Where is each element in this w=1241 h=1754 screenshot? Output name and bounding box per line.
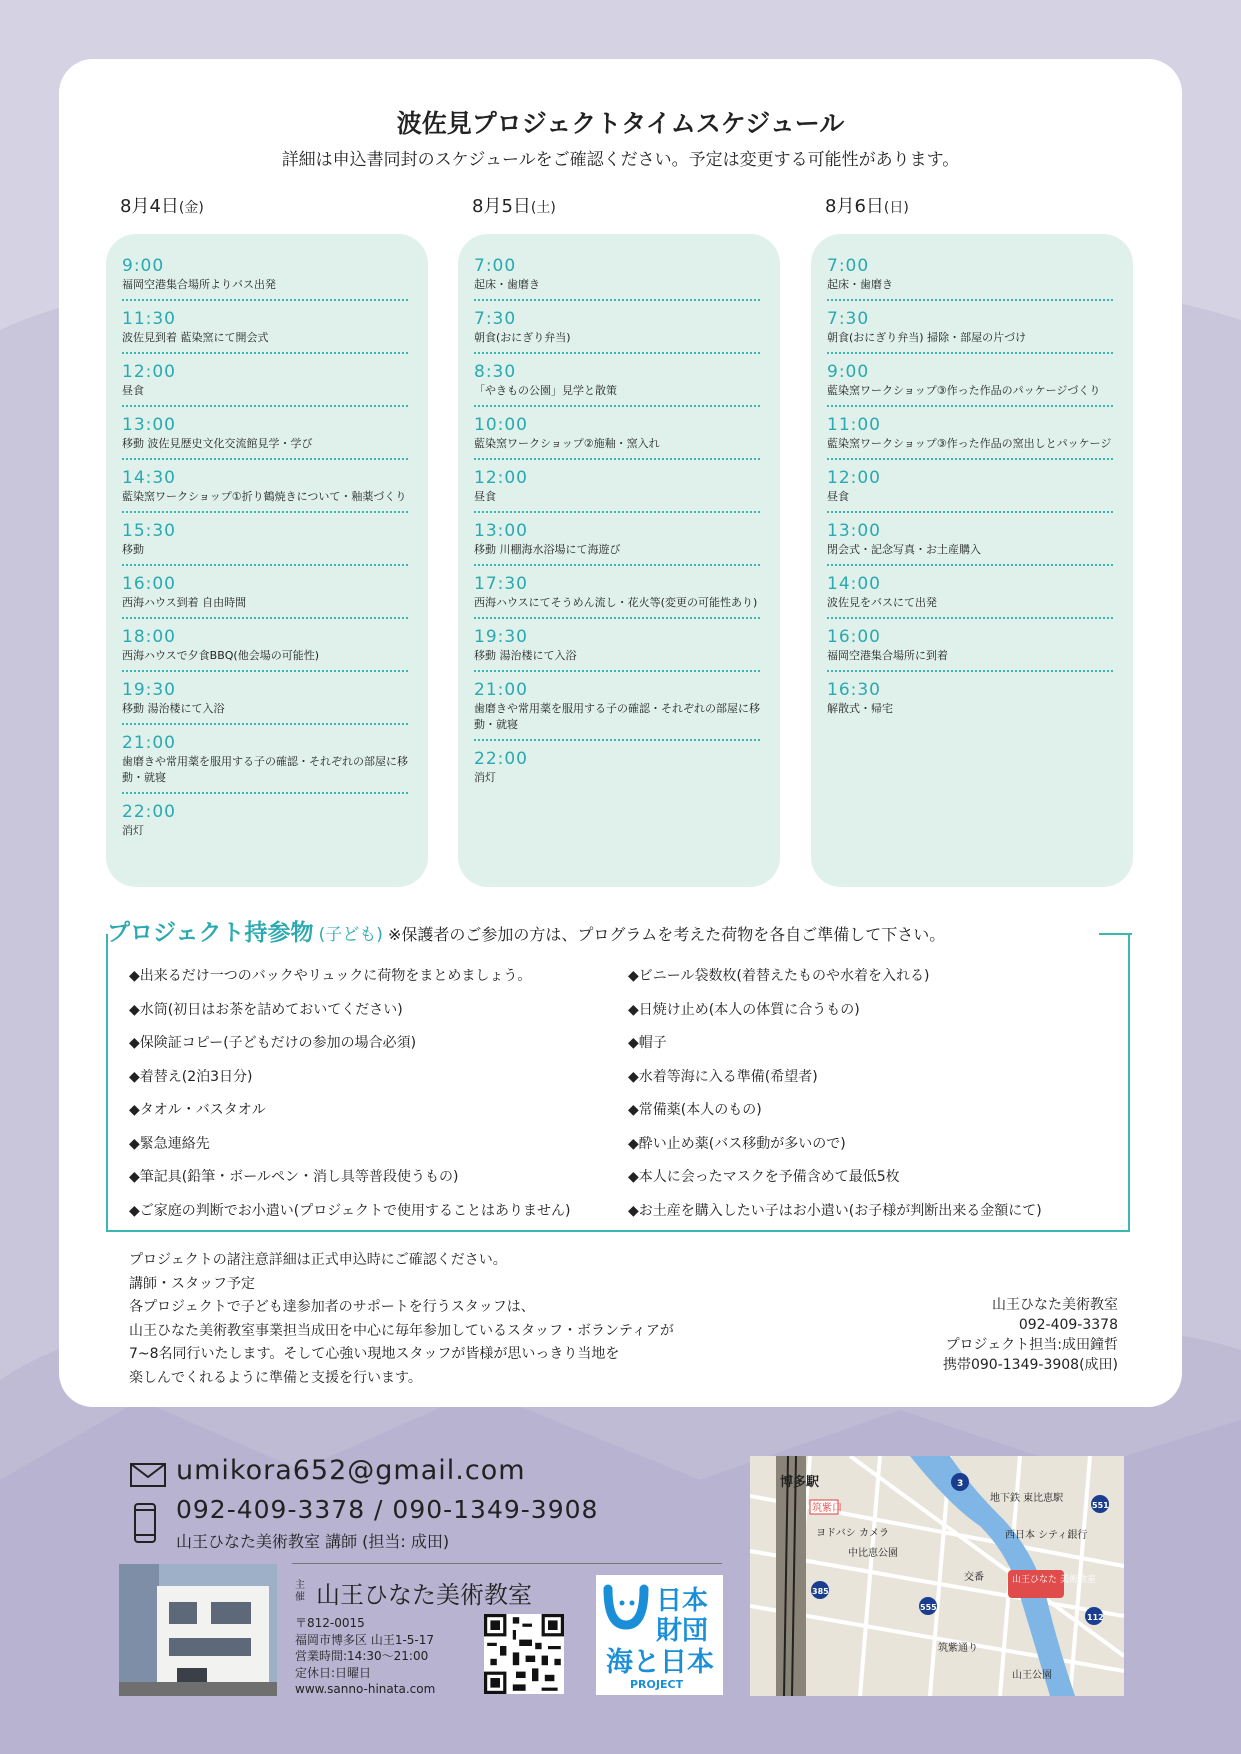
slot-activity: 移動	[122, 543, 144, 556]
sponsor-label: 主催	[295, 1580, 305, 1603]
map-route-3: 3	[957, 1479, 964, 1489]
slot-time: 16:00	[122, 574, 176, 594]
slot-activity: 波佐見をバスにて出発	[827, 596, 937, 609]
day-column-1	[106, 234, 428, 887]
email-address[interactable]: umikora652@gmail.com	[176, 1455, 526, 1486]
day-label-3: 8月6日(日)	[825, 196, 909, 217]
schedule-slot	[827, 360, 1113, 407]
map-label-school: 山王ひなた 美術教室	[1012, 1575, 1096, 1585]
list-line: ◆常備薬(本人のもの)	[628, 1102, 762, 1118]
umi-to-nippon-logo	[596, 1575, 723, 1695]
map-label-subway: 地下鉄 東比恵駅	[990, 1493, 1064, 1504]
list-line: ◆酔い止め薬(バス移動が多いので)	[628, 1135, 846, 1152]
slot-activity: 西海ハウスにてそうめん流し・花火等(変更の可能性あり)	[474, 596, 758, 609]
items-box	[106, 934, 1130, 1232]
map-label-station: 博多駅	[780, 1475, 820, 1490]
organizer-divider	[292, 1563, 722, 1564]
slot-activity: 福岡空港集合場所よりバス出発	[122, 278, 276, 291]
slot-time: 12:00	[827, 468, 881, 488]
list-line: 定休日:日曜日	[295, 1665, 372, 1680]
slot-activity: 昼食	[474, 490, 496, 503]
schedule-slot	[827, 625, 1113, 672]
slot-time: 22:00	[122, 802, 176, 822]
slot-activity: 朝食(おにぎり弁当)	[474, 331, 571, 344]
schedule-slot	[122, 413, 408, 460]
slot-activity: 藍染窯ワークショップ③作った作品のパッケージづくり	[827, 384, 1101, 397]
items-kids-label: (子ども)	[318, 925, 383, 945]
slot-activity: 藍染窯ワークショップ③作った作品の窯出しとパッケージ	[827, 437, 1112, 450]
schedule-card	[59, 59, 1182, 1407]
list-line: ◆水着等海に入る準備(希望者)	[628, 1068, 818, 1085]
map-label-yodobashi: ヨドバシ カメラ	[816, 1528, 889, 1539]
qr-code[interactable]	[484, 1614, 564, 1694]
schedule-slot	[474, 519, 760, 566]
day-column-2	[458, 234, 780, 887]
slot-activity: 移動 川棚海水浴場にて海遊び	[474, 543, 621, 556]
slot-time: 16:30	[827, 680, 881, 700]
slot-time: 19:30	[474, 627, 528, 647]
map-label-tsukushi: 筑紫通り	[938, 1643, 978, 1654]
notes-block	[129, 1249, 674, 1390]
slot-activity: 朝食(おにぎり弁当) 掃除・部屋の片づけ	[827, 331, 1027, 344]
slot-time: 7:00	[474, 256, 517, 276]
phone-icon	[133, 1503, 157, 1543]
list-line: ◆帽子	[628, 1035, 667, 1051]
schedule-slot	[827, 307, 1113, 354]
access-map[interactable]	[750, 1456, 1124, 1696]
map-label-park1: 中比恵公園	[848, 1548, 898, 1559]
map-label-exit: 筑紫口	[812, 1503, 842, 1514]
slot-activity: 移動 波佐見歴史文化交流館見学・学び	[122, 437, 313, 450]
slot-time: 7:00	[827, 256, 870, 276]
slot-activity: 昼食	[122, 384, 144, 397]
mail-icon	[130, 1463, 166, 1487]
slot-activity: 福岡空港集合場所に到着	[827, 649, 948, 662]
slot-activity: 移動 湯治楼にて入浴	[474, 649, 577, 662]
slot-activity: 昼食	[827, 490, 849, 503]
day-label-2: 8月5日(土)	[472, 196, 556, 217]
schedule-title: 波佐見プロジェクトタイムスケジュール	[396, 109, 845, 138]
schedule-slot	[474, 747, 760, 792]
slot-activity: 歯磨きや常用薬を服用する子の確認・それぞれの部屋に移動・就寝	[474, 702, 760, 731]
slot-time: 19:30	[122, 680, 176, 700]
list-line: 講師・スタッフ予定	[129, 1275, 255, 1292]
slot-time: 11:30	[122, 309, 176, 329]
list-line: www.sanno-hinata.com	[295, 1682, 436, 1696]
organizer-name: 山王ひなた美術教室	[316, 1581, 532, 1609]
slot-activity: 藍染窯ワークショップ①折り鶴焼きについて・釉薬づくり	[122, 490, 407, 503]
schedule-slot	[827, 572, 1113, 619]
map-label-koban: 交番	[964, 1572, 984, 1583]
slot-time: 14:30	[122, 468, 176, 488]
list-line: ◆ご家庭の判断でお小遣い(プロジェクトで使用することはありません)	[129, 1202, 571, 1219]
schedule-slot	[122, 678, 408, 725]
list-line: ◆筆記具(鉛筆・ボールペン・消し具等普段使うもの)	[129, 1169, 459, 1185]
list-line: ◆緊急連絡先	[129, 1135, 210, 1152]
slot-time: 21:00	[474, 680, 528, 700]
schedule-slot	[122, 800, 408, 845]
list-line: ◆着替え(2泊3日分)	[129, 1068, 253, 1085]
organizer-address	[295, 1615, 435, 1698]
list-line: ◆お土産を購入したい子はお小遣い(お子様が判断出来る金額にて)	[628, 1202, 1042, 1219]
slot-activity: 起床・歯磨き	[474, 278, 540, 291]
map-label-bank: 西日本 シティ銀行	[1005, 1530, 1088, 1541]
list-line: 〒812-0015	[295, 1616, 365, 1630]
slot-activity: 「やきもの公園」見学と散策	[474, 384, 617, 397]
list-line: 携帯090-1349-3908(成田)	[942, 1357, 1118, 1373]
slot-activity: 消灯	[474, 771, 496, 784]
list-line: ◆タオル・バスタオル	[129, 1102, 266, 1118]
slot-time: 10:00	[474, 415, 528, 435]
list-line: ◆水筒(初日はお茶を詰めておいてください)	[129, 1001, 403, 1018]
list-line: ◆出来るだけ一つのバックやリュックに荷物をまとめましょう。	[129, 968, 532, 984]
schedule-slot	[122, 572, 408, 619]
list-line: プロジェクトの諸注意詳細は正式申込時にご確認ください。	[129, 1252, 507, 1268]
schedule-slot	[122, 625, 408, 672]
map-route-551: 551	[1092, 1501, 1109, 1510]
list-line: ◆保険証コピー(子どもだけの参加の場合必須)	[129, 1035, 417, 1051]
schedule-slot	[122, 254, 408, 301]
schedule-slot	[827, 413, 1113, 460]
schedule-slot	[122, 519, 408, 566]
contact-block	[943, 1295, 1118, 1375]
schedule-slot	[474, 466, 760, 513]
schedule-slot	[122, 731, 408, 794]
slot-activity: 消灯	[122, 824, 144, 837]
schedule-slot	[122, 466, 408, 513]
schedule-slot	[474, 572, 760, 619]
slot-time: 7:30	[474, 309, 517, 329]
slot-activity: 移動 湯治楼にて入浴	[122, 702, 225, 715]
schedule-slot	[474, 625, 760, 672]
slot-time: 14:00	[827, 574, 881, 594]
slot-time: 9:00	[122, 256, 165, 276]
schedule-slot	[827, 466, 1113, 513]
map-route-385: 385	[812, 1587, 829, 1596]
slot-time: 13:00	[474, 521, 528, 541]
slot-time: 22:00	[474, 749, 528, 769]
schedule-slot	[474, 360, 760, 407]
slot-time: 12:00	[122, 362, 176, 382]
list-line: 楽しんでくれるように準備と支援を行います。	[129, 1369, 422, 1386]
slot-activity: 起床・歯磨き	[827, 278, 893, 291]
logo-text-1: 日本	[656, 1586, 709, 1616]
slot-activity: 藍染窯ワークショップ②施釉・窯入れ	[474, 437, 660, 450]
list-line: 営業時間:14:30〜21:00	[295, 1649, 429, 1663]
schedule-slot	[827, 254, 1113, 301]
slot-activity: 解散式・帰宅	[827, 702, 893, 715]
slot-time: 12:00	[474, 468, 528, 488]
slot-time: 18:00	[122, 627, 176, 647]
schedule-slot	[474, 254, 760, 301]
slot-time: 13:00	[827, 521, 881, 541]
map-route-112: 112	[1087, 1613, 1104, 1622]
list-line: 各プロジェクトで子ども達参加者のサポートを行うスタッフは、	[129, 1299, 535, 1315]
day-column-3	[811, 234, 1133, 887]
schedule-slot	[827, 519, 1113, 566]
schedule-slot	[474, 678, 760, 741]
slot-time: 9:00	[827, 362, 870, 382]
schedule-slot	[122, 307, 408, 354]
list-line: 7~8名同行いたします。そして心強い現地スタッフが皆様が思いっきり当地を	[129, 1346, 620, 1362]
items-list-left	[129, 960, 570, 1228]
phone-numbers[interactable]: 092-409-3378 / 090-1349-3908	[176, 1495, 599, 1524]
slot-activity: 歯磨きや常用薬を服用する子の確認・それぞれの部屋に移動・就寝	[122, 755, 408, 784]
schedule-slot	[827, 678, 1113, 723]
items-note: ※保護者のご参加の方は、プログラムを考えた荷物を各自ご準備して下さい。	[388, 925, 946, 944]
list-line: ◆本人に会ったマスクを予備含めて最低5枚	[628, 1169, 900, 1185]
schedule-slot	[122, 360, 408, 407]
logo-text-3: 海と日本	[606, 1647, 714, 1678]
list-line: ◆ビニール袋数枚(着替えたものや水着を入れる)	[628, 968, 930, 984]
slot-time: 11:00	[827, 415, 881, 435]
schedule-subtitle: 詳細は申込書同封のスケジュールをご確認ください。予定は変更する可能性があります。	[281, 150, 960, 170]
slot-time: 15:30	[122, 521, 176, 541]
items-title: プロジェクト持参物	[107, 920, 314, 946]
map-label-park2: 山王公園	[1012, 1670, 1052, 1681]
slot-activity: 閉会式・記念写真・お土産購入	[827, 543, 981, 556]
list-line: 山王ひなた美術教室事業担当成田を中心に毎年参加しているスタッフ・ボランティアが	[129, 1322, 674, 1339]
slot-time: 16:00	[827, 627, 881, 647]
slot-time: 8:30	[474, 362, 517, 382]
logo-text-2: 財団	[656, 1616, 709, 1646]
slot-activity: 西海ハウスで夕食BBQ(他会場の可能性)	[122, 649, 320, 662]
list-line: 山王ひなた美術教室	[992, 1297, 1118, 1313]
list-line: 福岡市博多区 山王1-5-17	[295, 1632, 435, 1647]
slot-time: 7:30	[827, 309, 870, 329]
slot-activity: 西海ハウス到着 自由時間	[122, 596, 247, 609]
items-list-right	[628, 960, 1042, 1228]
map-route-555: 555	[920, 1603, 937, 1612]
list-line: 092-409-3378	[1018, 1317, 1118, 1333]
building-photo	[119, 1564, 277, 1696]
schedule-slot	[474, 307, 760, 354]
slot-activity: 波佐見到着 藍染窯にて開会式	[122, 331, 269, 344]
day-label-1: 8月4日(金)	[120, 196, 204, 217]
slot-time: 21:00	[122, 733, 176, 753]
logo-text-4: PROJECT	[630, 1678, 684, 1691]
phone-owner: 山王ひなた美術教室 講師 (担当: 成田)	[176, 1532, 450, 1551]
list-line: ◆日焼け止め(本人の体質に合うもの)	[628, 1001, 860, 1018]
slot-time: 17:30	[474, 574, 528, 594]
list-line: プロジェクト担当:成田鐘哲	[945, 1337, 1118, 1353]
slot-time: 13:00	[122, 415, 176, 435]
schedule-slot	[474, 413, 760, 460]
